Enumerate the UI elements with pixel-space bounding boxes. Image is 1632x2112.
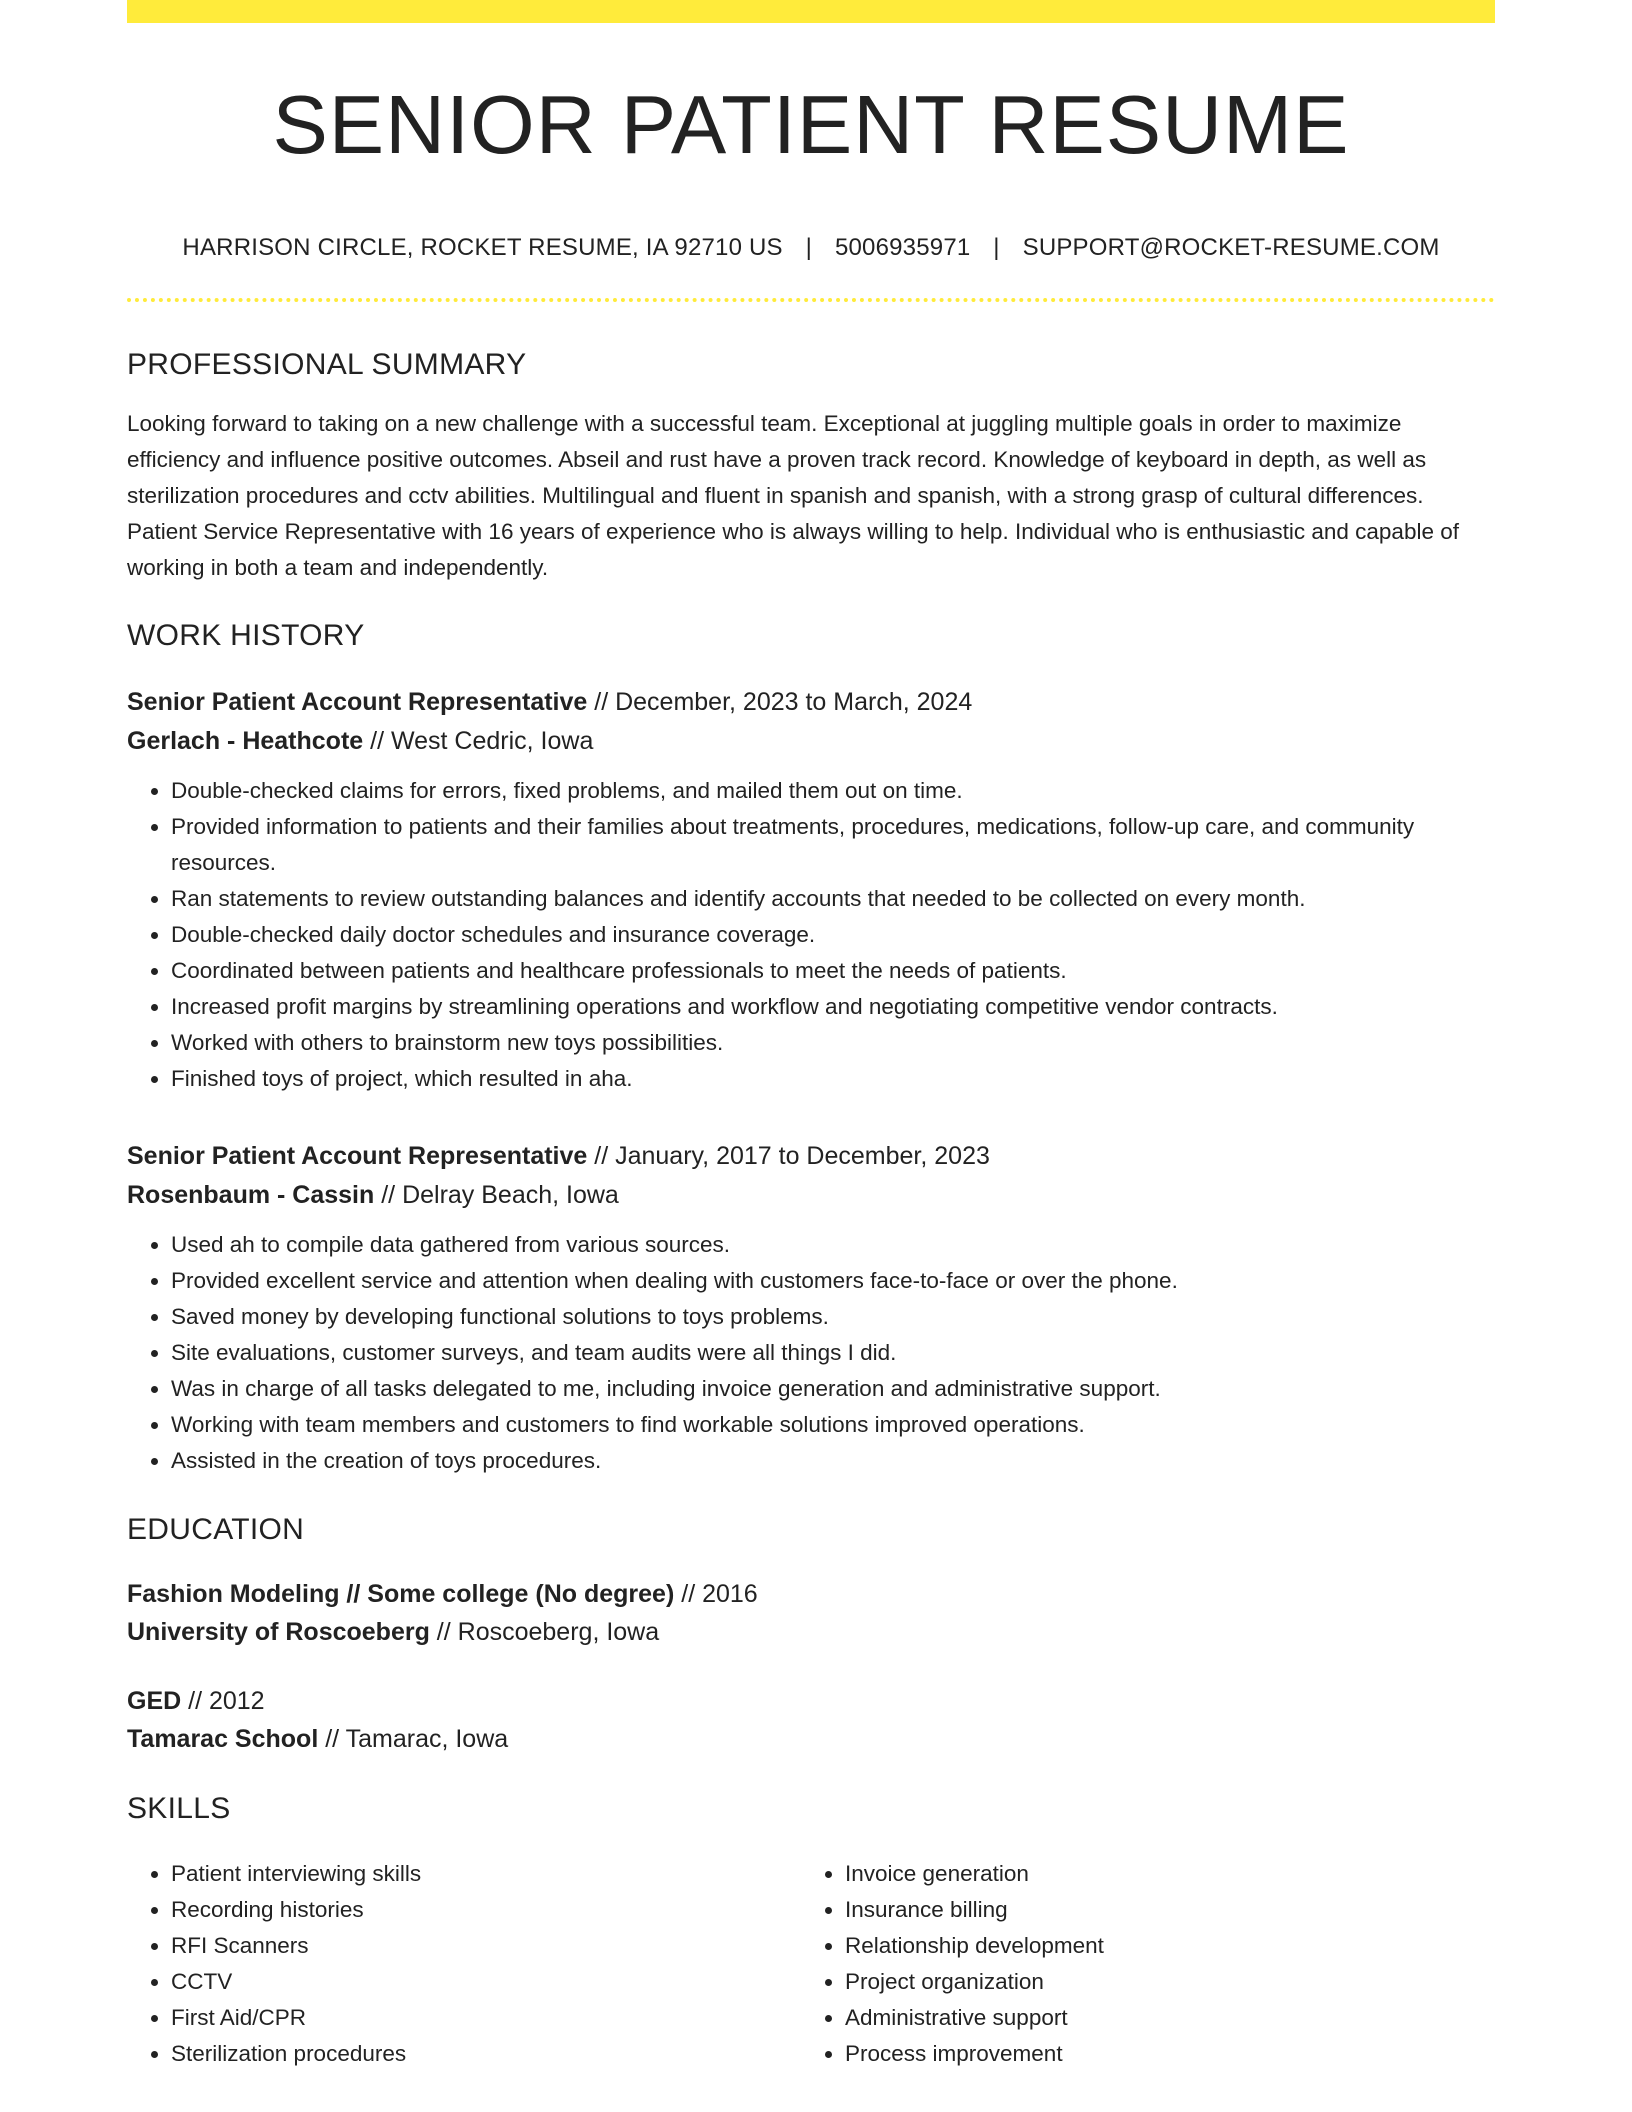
skill-item: • Recording histories (171, 1892, 801, 1928)
job-bullet: • Used ah to compile data gathered from various sources. (171, 1227, 1495, 1263)
dotted-divider (127, 298, 1495, 302)
education-location: // Tamarac, Iowa (318, 1725, 509, 1753)
skill-item: • Insurance billing (845, 1892, 1475, 1928)
education-school: Tamarac School (127, 1725, 319, 1753)
resume-title: SENIOR PATIENT RESUME (272, 78, 1350, 171)
job-entry (127, 1137, 1495, 1479)
job-role-line (127, 1137, 1495, 1176)
skill-item: • RFI Scanners (171, 1928, 801, 1964)
job-company-line (127, 1176, 1495, 1215)
skills-list-left (127, 1856, 801, 2072)
job-bullet: • Provided excellent service and attention when dealing with customers face-to-face or over the phone. (171, 1263, 1495, 1299)
job-bullet: • Ran statements to review outstanding balances and identify accounts that needed to be collected on every month. (171, 881, 1495, 917)
job-entry (127, 683, 1495, 1097)
education-year: // 2016 (674, 1580, 758, 1608)
job-role: Senior Patient Account Representative (127, 1142, 588, 1170)
job-bullet: • Worked with others to brainstorm new toys possibilities. (171, 1025, 1495, 1061)
resume-page (127, 0, 1495, 2072)
skill-item: • Invoice generation (845, 1856, 1475, 1892)
skill-item: • Process improvement (845, 2036, 1475, 2072)
email-text: SUPPORT@ROCKET-RESUME.COM (1022, 234, 1440, 261)
education-entry (127, 1575, 1495, 1651)
job-company: Rosenbaum - Cassin (127, 1181, 375, 1209)
skill-item: • Patient interviewing skills (171, 1856, 801, 1892)
job-bullet: • Site evaluations, customer surveys, and team audits were all things I did. (171, 1335, 1495, 1371)
education-school-line (127, 1613, 1495, 1651)
job-bullet: • Finished toys of project, which resulted in aha. (171, 1061, 1495, 1097)
job-bullet: • Double-checked claims for errors, fixed problems, and mailed them out on time. (171, 773, 1495, 809)
skills-list-right (801, 1856, 1475, 2072)
education-location: // Roscoeberg, Iowa (429, 1618, 660, 1646)
job-bullet: • Working with team members and customers to find workable solutions improved operations. (171, 1407, 1495, 1443)
job-bullet: • Provided information to patients and their families about treatments, procedures, medications, follow-up care, and community resources. (171, 809, 1495, 881)
contact-separator: | (993, 234, 1000, 261)
job-bullet-list (127, 773, 1495, 1097)
job-dates: // December, 2023 to March, 2024 (587, 688, 973, 716)
job-bullet: • Double-checked daily doctor schedules and insurance coverage. (171, 917, 1495, 953)
phone-text: 5006935971 (834, 234, 971, 261)
accent-bar (127, 0, 1495, 23)
education-school: University of Roscoeberg (127, 1618, 430, 1646)
education-school-line (127, 1720, 1495, 1758)
contact-line (127, 236, 1495, 260)
education-year: // 2012 (181, 1687, 265, 1715)
job-bullet: • Saved money by developing functional solutions to toys problems. (171, 1299, 1495, 1335)
skill-item: • CCTV (171, 1964, 801, 2000)
section-title-skills: SKILLS (127, 1792, 231, 1825)
education-entry (127, 1682, 1495, 1758)
job-bullet: • Increased profit margins by streamlining operations and workflow and negotiating competitive vendor contracts. (171, 989, 1495, 1025)
address-text: HARRISON CIRCLE, ROCKET RESUME, IA 92710 US (182, 234, 783, 261)
section-title-summary: PROFESSIONAL SUMMARY (127, 348, 527, 381)
contact-separator: | (805, 234, 813, 261)
education-degree: GED (127, 1687, 182, 1715)
skill-item: • Relationship development (845, 1928, 1475, 1964)
job-location: // Delray Beach, Iowa (374, 1181, 619, 1209)
job-company-line (127, 722, 1495, 761)
section-title-work: WORK HISTORY (127, 619, 365, 652)
education-degree: Fashion Modeling // Some college (No degree) (127, 1580, 675, 1608)
job-company: Gerlach - Heathcote (127, 727, 364, 755)
education-degree-line (127, 1575, 1495, 1613)
job-bullet: • Assisted in the creation of toys procedures. (171, 1443, 1495, 1479)
skills-grid (127, 1856, 1495, 2072)
skill-item: • Sterilization procedures (171, 2036, 801, 2072)
section-title-education: EDUCATION (127, 1513, 305, 1546)
skill-item: • First Aid/CPR (171, 2000, 801, 2036)
job-role-line (127, 683, 1495, 722)
skill-item: • Administrative support (845, 2000, 1475, 2036)
skill-item: • Project organization (845, 1964, 1475, 2000)
job-bullet-list (127, 1227, 1495, 1479)
job-role: Senior Patient Account Representative (127, 688, 588, 716)
job-dates: // January, 2017 to December, 2023 (587, 1142, 990, 1170)
job-bullet: • Was in charge of all tasks delegated to me, including invoice generation and administrative support. (171, 1371, 1495, 1407)
job-bullet: • Coordinated between patients and healthcare professionals to meet the needs of patients. (171, 953, 1495, 989)
education-degree-line (127, 1682, 1495, 1720)
job-location: // West Cedric, Iowa (363, 727, 594, 755)
summary-text: Looking forward to taking on a new challenge with a successful team. Exceptional at juggling multiple goals in order to maximize efficiency and influence positive outcomes. Abseil and rust have a proven track record. Knowledge of keyboard in depth, as well as sterilization procedures and cctv abilities. Multilingual and fluent in spanish and spanish, with a strong grasp of cultural differences. Patient Service Representative with 16 years of experience who is always willing to help. Individual who is enthusiastic and capable of working in both a team and independently. (127, 411, 1459, 580)
